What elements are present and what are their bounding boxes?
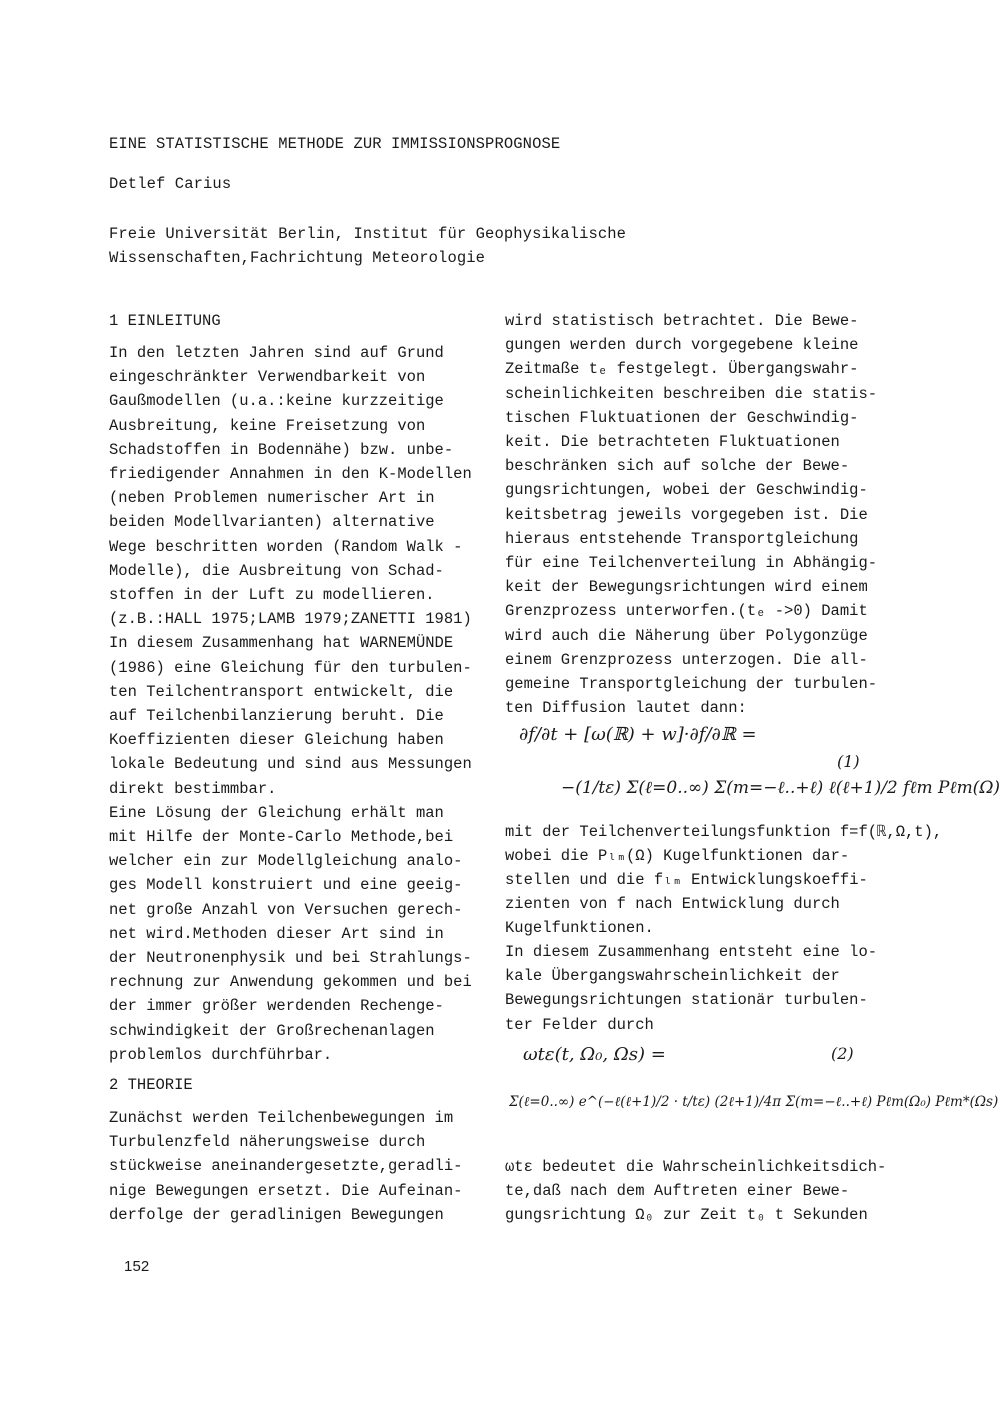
text-line: In diesem Zusammenhang entsteht eine lo- bbox=[505, 943, 878, 961]
equation-2-line-1: ωtε(t, Ω₀, Ωs) = bbox=[523, 1044, 666, 1065]
text-line: rechnung zur Anwendung gekommen und bei bbox=[109, 973, 472, 992]
text-line: ten Diffusion lautet dann: bbox=[505, 699, 747, 718]
text-line: Bewegungsrichtungen stationär turbulen- bbox=[505, 991, 868, 1010]
text-line: ten Teilchentransport entwickelt, die bbox=[109, 682, 454, 701]
text-line: schwindigkeit der Großrechenanlagen bbox=[109, 1021, 435, 1040]
text-line: Eine Lösung der Gleichung erhält man bbox=[109, 803, 444, 822]
text-line: auf Teilchenbilanzierung beruht. Die bbox=[109, 707, 444, 725]
text-line: Zunächst werden Teilchenbewegungen im bbox=[109, 1109, 454, 1127]
text-line: ωtε bedeutet die Wahrscheinlichkeitsdich- bbox=[505, 1158, 887, 1176]
text-line: net große Anzahl von Versuchen gerech- bbox=[109, 900, 463, 919]
text-line: In den letzten Jahren sind auf Grund bbox=[109, 344, 444, 362]
text-line: te,daß nach dem Auftreten einer Bewe- bbox=[505, 1182, 850, 1201]
text-line: der Neutronenphysik und bei Strahlungs- bbox=[109, 949, 472, 967]
text-line: In diesem Zusammenhang hat WARNEMÜNDE bbox=[109, 634, 454, 653]
text-line: wird statistisch betrachtet. Die Bewe- bbox=[505, 312, 859, 330]
text-line: stückweise aneinandergesetzte,geradli- bbox=[109, 1157, 463, 1176]
text-line: lokale Bedeutung und sind aus Messungen bbox=[109, 755, 472, 774]
text-line: ges Modell konstruiert und eine geeig- bbox=[109, 876, 463, 895]
equation-1-number: (1) bbox=[837, 752, 860, 771]
author-name: Detlef Carius bbox=[109, 175, 232, 193]
text-line: kale Übergangswahrscheinlichkeit der bbox=[505, 967, 840, 986]
text-line: keit. Die betrachteten Fluktuationen bbox=[505, 433, 840, 451]
text-line: gungsrichtungen, wobei der Geschwindig- bbox=[505, 481, 868, 500]
text-line: der immer größer werdenden Rechenge- bbox=[109, 997, 444, 1016]
text-line: mit der Teilchenverteilungsfunktion f=f(ℝ,Ω,t), bbox=[505, 823, 943, 841]
text-line: welcher ein zur Modellgleichung analo- bbox=[109, 852, 463, 871]
equation-2-number: (2) bbox=[831, 1044, 854, 1063]
text-line: Zeitmaße tₑ festgelegt. Übergangswahr- bbox=[505, 360, 859, 379]
text-line: gungen werden durch vorgegebene kleine bbox=[505, 336, 859, 355]
text-line: für eine Teilchenverteilung in Abhängig- bbox=[505, 554, 878, 572]
section-heading-theorie: 2 THEORIE bbox=[109, 1076, 193, 1094]
text-line: einem Grenzprozess unterzogen. Die all- bbox=[505, 650, 868, 669]
text-line: direkt bestimmbar. bbox=[109, 779, 277, 798]
section-heading-einleitung: 1 EINLEITUNG bbox=[109, 312, 221, 330]
text-line: Ausbreitung, keine Freisetzung von bbox=[109, 416, 426, 435]
text-line: beiden Modellvarianten) alternative bbox=[109, 513, 435, 532]
text-line: Turbulenzfeld näherungsweise durch bbox=[109, 1133, 426, 1152]
text-line: tischen Fluktuationen der Geschwindig- bbox=[505, 408, 859, 427]
paper-title: EINE STATISTISCHE METHODE ZUR IMMISSIONSPROGNOSE bbox=[109, 135, 561, 153]
text-line: beschränken sich auf solche der Bewe- bbox=[505, 457, 850, 476]
text-line: Gaußmodellen (u.a.:keine kurzzeitige bbox=[109, 392, 444, 411]
text-line: gemeine Transportgleichung der turbulen- bbox=[505, 675, 878, 693]
affiliation-line-1: Freie Universität Berlin, Institut für Geophysikalische bbox=[109, 225, 627, 243]
text-line: stellen und die fₗₘ Entwicklungskoeffi- bbox=[505, 871, 868, 890]
text-line: wird auch die Näherung über Polygonzüge bbox=[505, 626, 868, 645]
affiliation-line-2: Wissenschaften,Fachrichtung Meteorologie bbox=[109, 249, 486, 267]
text-line: derfolge der geradlinigen Bewegungen bbox=[109, 1205, 444, 1224]
text-line: Schadstoffen in Bodennähe) bzw. unbe- bbox=[109, 440, 454, 459]
text-line: keitsbetrag jeweils vorgegeben ist. Die bbox=[505, 505, 868, 524]
text-line: (1986) eine Gleichung für den turbulen- bbox=[109, 658, 472, 677]
text-line: zienten von f nach Entwicklung durch bbox=[505, 894, 840, 913]
text-line: (neben Problemen numerischer Art in bbox=[109, 489, 435, 508]
text-line: mit Hilfe der Monte-Carlo Methode,bei bbox=[109, 828, 454, 846]
text-line: keit der Bewegungsrichtungen wird einem bbox=[505, 578, 868, 597]
text-line: gungsrichtung Ω₀ zur Zeit t₀ t Sekunden bbox=[505, 1206, 868, 1225]
equation-1-line-2: −(1/tε) Σ(ℓ=0..∞) Σ(m=−ℓ..+ℓ) ℓ(ℓ+1)/2 fℓm Pℓm(Ω) bbox=[561, 778, 1000, 798]
text-line: Kugelfunktionen. bbox=[505, 918, 654, 937]
text-line: friedigender Annahmen in den K-Modellen bbox=[109, 465, 472, 483]
text-line: eingeschränkter Verwendbarkeit von bbox=[109, 368, 426, 387]
text-line: Modelle), die Ausbreitung von Schad- bbox=[109, 561, 444, 580]
text-line: stoffen in der Luft zu modellieren. bbox=[109, 586, 435, 604]
text-line: Wege beschritten worden (Random Walk - bbox=[109, 537, 463, 556]
text-line: ter Felder durch bbox=[505, 1015, 654, 1034]
equation-2-line-2: Σ(ℓ=0..∞) e^(−ℓ(ℓ+1)/2 · t/tε) (2ℓ+1)/4π Σ(m=−ℓ..+ℓ) Pℓm(Ω₀) Pℓm*(Ωs) bbox=[509, 1094, 999, 1110]
text-line: nige Bewegungen ersetzt. Die Aufeinan- bbox=[109, 1181, 463, 1200]
page-number: 152 bbox=[124, 1258, 150, 1275]
text-line: Grenzprozess unterworfen.(tₑ ->0) Damit bbox=[505, 602, 868, 621]
text-line: net wird.Methoden dieser Art sind in bbox=[109, 924, 444, 943]
text-line: wobei die Pₗₘ(Ω) Kugelfunktionen dar- bbox=[505, 847, 850, 866]
equation-1-line-1: ∂f/∂t + [ω(ℝ) + w]·∂f/∂ℝ = bbox=[519, 724, 757, 745]
text-line: scheinlichkeiten beschreiben die statis- bbox=[505, 384, 878, 403]
text-line: hieraus entstehende Transportgleichung bbox=[505, 529, 859, 548]
text-line: (z.B.:HALL 1975;LAMB 1979;ZANETTI 1981) bbox=[109, 610, 472, 629]
text-line: problemlos durchführbar. bbox=[109, 1045, 333, 1064]
text-line: Koeffizienten dieser Gleichung haben bbox=[109, 731, 444, 750]
